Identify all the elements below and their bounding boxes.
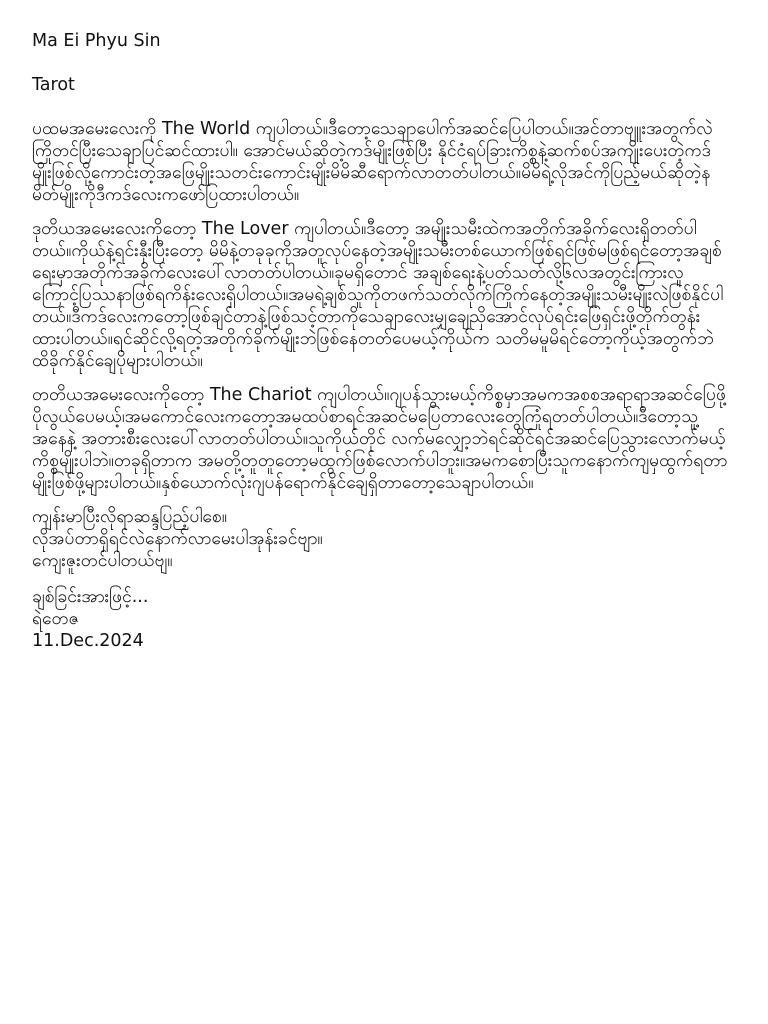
signoff xyxy=(32,586,728,652)
closing-wishes xyxy=(32,506,728,572)
letter-body xyxy=(32,118,728,494)
closing-line: ကျန်းမာပြီးလိုရာဆန္ဒပြည့်ပါစေ။ xyxy=(32,507,228,527)
paragraph-the-lover: ဒုတိယအမေးလေးကိုတော့ The Lover ကျပါတယ်။ဒီတော့ အမျိုးသမီးထဲကအတိုက်အခိုက်လေးရှိတတ်ပါတယ်။ကိုယ်နဲ့ရင်းနှီးပြီးတော့ မိမိနဲ့တခုခုကိုအတူလုပ်နေတဲ့အမျိုးသမီးတစ်ယောက်ဖြစ်ရင်ဖြစ်မဖြစ်ရင်တော့အချစ်ရေးမှာအတိုက်အခိုက်လေးပေါ်လာတတ်ပါတယ်။ခုမရှိတောင် အချစ်ရေးနဲ့ပတ်သတ်လို့၆လအတွင်းကြားလူကြောင့်ပြဿနာဖြစ်ရကိန်းလေးရှိပါတယ်။အမရဲ့ချစ်သူကိုတဖက်သတ်လိုက်ကြိုက်နေတဲ့အမျိုးသမီးမျိုးလဲဖြစ်နိုင်ပါတယ်။ဒီကဒ်လေးကတော့ဖြစ်ချင်တာနဲ့ဖြစ်သင့်တာကိုသေချာလေးမျှချေညှိအောင်လုပ်ရင်းဖြေရှင်းဖို့တိုက်တွန်းထားပါတယ်။ရင်ဆိုင်လို့ရတဲ့အတိုက်ခိုက်မျိုးဘဲဖြစ်နေတတ်ပေမယ့်ကိုယ်က သတိမမူမိရင်တော့ကိုယ့်အတွက်ဘဲထိခိုက်နိုင်ချေပိုများပါတယ်။ xyxy=(32,219,724,371)
paragraph-the-world: ပထမအမေးလေးကို The World ကျပါတယ်။ဒီတော့သေချာပေါက်အဆင်ပြေပါတယ်။အင်တာဗျူးအတွက်လဲကြိုတင်ပြီးသေချာပြင်ဆင်ထားပါ။ အောင်မယ်ဆိုတဲ့ကဒ်မျိုးဖြစ်ပြီး နိုင်ငံရပ်ခြားကိစ္စနဲ့ဆက်စပ်အကျိုးပေးတဲ့ကဒ်မျိုးဖြစ်လို့ကောင်းတဲ့အဖြေမျိုးသတင်းကောင်းမျိုးမိမိဆီရောက်လာတတ်ပါတယ်။မိမိရဲ့လိုအင်ကိုပြည့်မယ်ဆိုတဲ့နမိတ်မျိုးကိုဒီကဒ်လေးကဖော်ပြထားပါတယ်။ xyxy=(32,119,713,205)
closing-line: ကျေးဇူးတင်ပါတယ်ဗျ။ xyxy=(32,551,173,571)
paragraph-the-chariot: တတိယအမေးလေးကိုတော့ The Chariot ကျပါတယ်။ဂျပန်သွားမယ့်ကိစ္စမှာအမကအစစအရာရာအဆင်ပြေဖို့ပိုလွယ်ပေမယ့်၊အမကောင်လေးကတော့အမထပ်စာရင်အဆင်မပြေတာလေးတွေကြုံရတတ်ပါတယ်။ဒီတော့သူ့အနေနဲ့ အတားစီးလေးပေါ်လာတတ်ပါတယ်။သူကိုယ်တိုင် လက်မလျှော့ဘဲရင်ဆိုင်ရင်အဆင်ပြေသွားလောက်မယ့်ကိစ္စမျိုးပါဘဲ။တခုရှိတာက အမတို့တူတူတော့မထွက်ဖြစ်လောက်ပါဘူး။အမကစောပြီးသူကနောက်ကျမှထွက်ရတာမျိုးဖြစ်ဖို့များပါတယ်။နှစ်ယောက်လုံးဂျပန်ရောက်နိုင်ချေရှိတာတော့သေချာပါတယ်။ xyxy=(32,385,728,493)
signoff-regards: ချစ်ခြင်းအားဖြင့်... xyxy=(32,587,149,607)
closing-line: လိုအပ်တာရှိရင်လဲနောက်လာမေးပါအုန်းခင်ဗျာ။ xyxy=(32,529,323,549)
signoff-date: 11.Dec.2024 xyxy=(32,631,144,651)
sender-name: Ma Ei Phyu Sin xyxy=(32,31,161,51)
signoff-author: ရဲတေဇ xyxy=(32,609,79,629)
reading-topic: Tarot xyxy=(32,75,75,95)
